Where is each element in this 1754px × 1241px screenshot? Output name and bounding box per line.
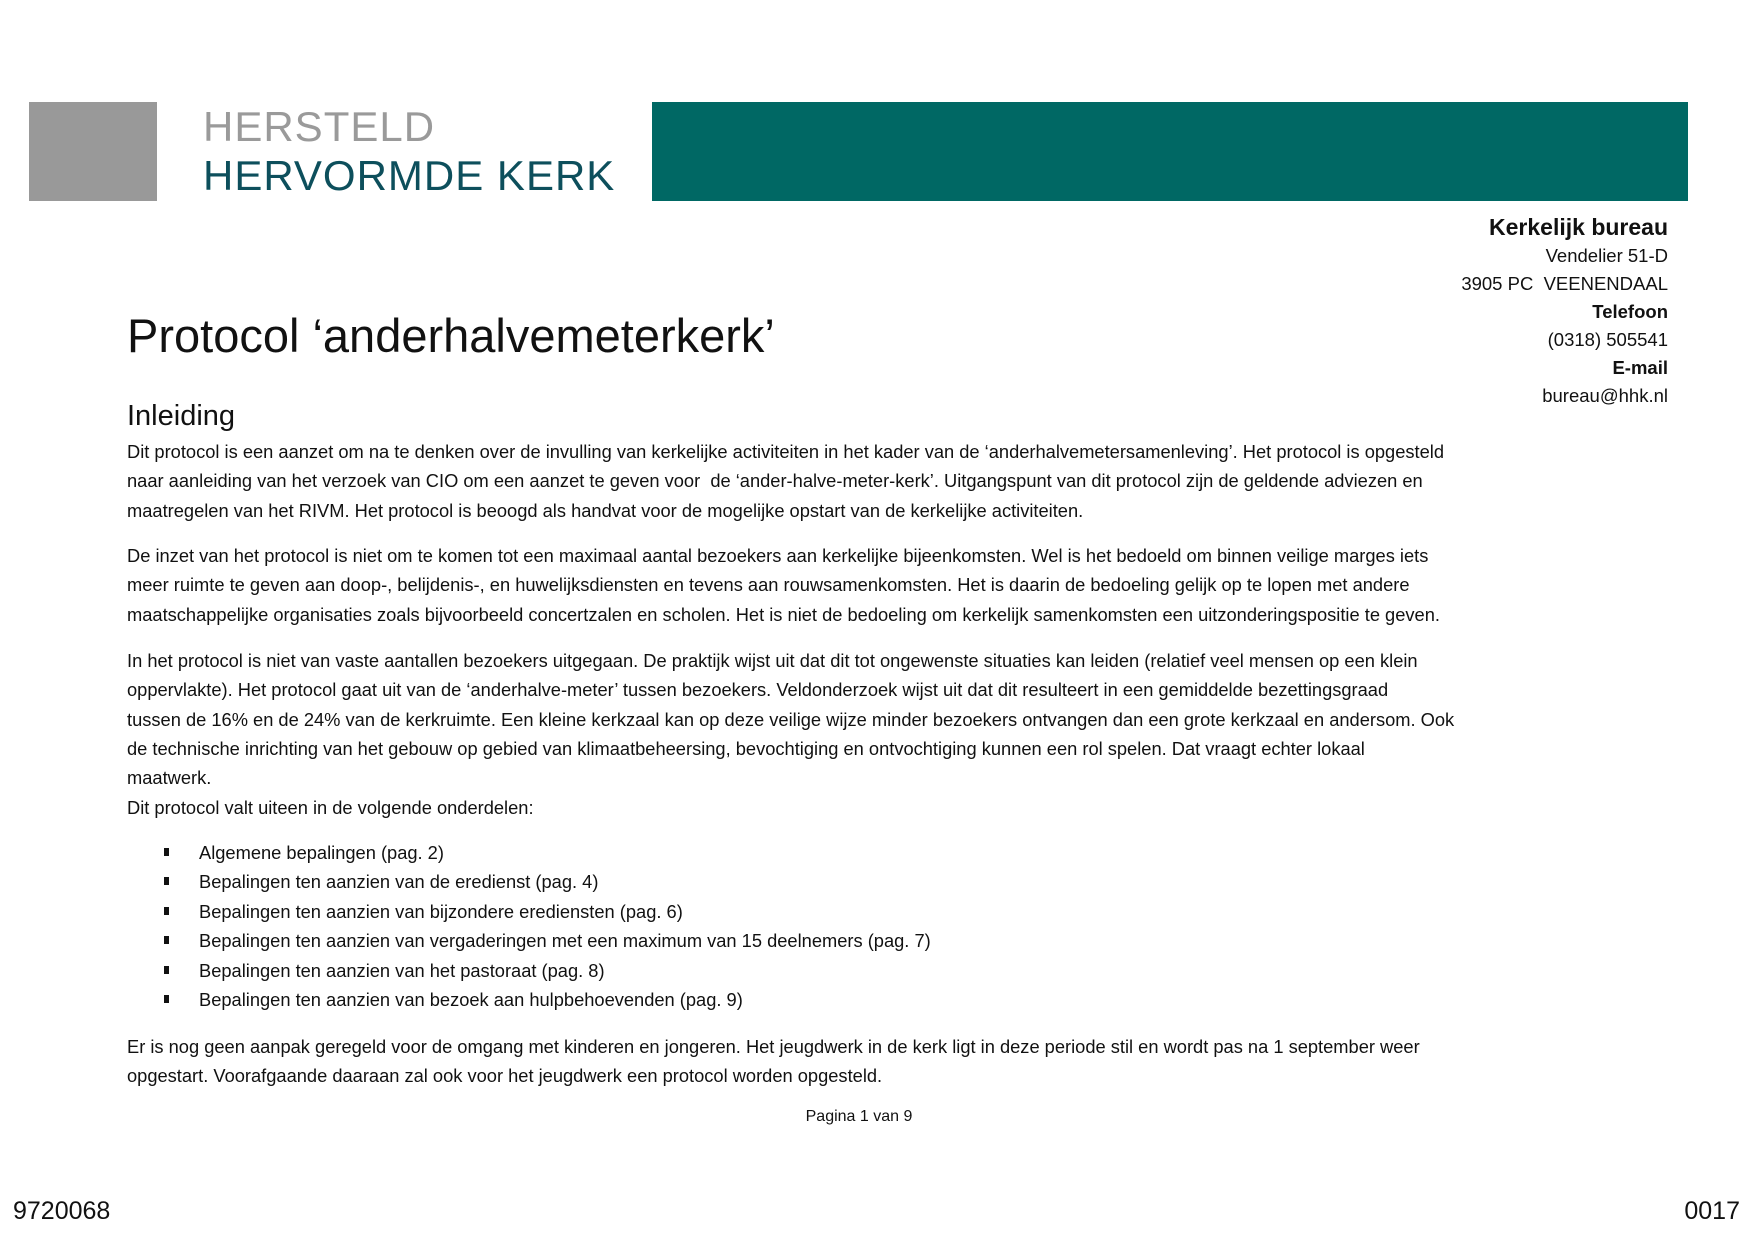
paragraph-distance: [127, 646, 1637, 792]
text-line: maatwerk.: [127, 767, 212, 789]
bullet-icon: [164, 877, 169, 885]
contact-email: bureau@hhk.nl: [1542, 385, 1668, 406]
text-line: Dit protocol valt uiteen in de volgende onderdelen:: [127, 797, 534, 818]
toc-item: [160, 867, 931, 896]
logo-block: [29, 102, 157, 201]
toc-item-label: Bepalingen ten aanzien van de eredienst (pag. 4): [199, 871, 599, 893]
scan-stamp-right: 0017: [1684, 1197, 1740, 1225]
paragraph-youth: [127, 1032, 1637, 1091]
bullet-icon: [164, 907, 169, 915]
text-line: oppervlakte). Het protocol gaat uit van de ‘anderhalve-meter’ tussen bezoekers. Veldonderzoek wijst uit dat dit resulteert in een gemiddelde bezettingsgraad: [127, 679, 1389, 701]
document-title: Protocol ‘anderhalvemeterkerk’: [127, 309, 775, 362]
contact-email-label: E-mail: [1612, 357, 1668, 378]
toc-item: [160, 956, 931, 985]
paragraph-purpose: [127, 541, 1637, 629]
scan-stamp-left: 9720068: [13, 1197, 111, 1225]
bullet-icon: [164, 936, 169, 944]
text-line: maatschappelijke organisaties zoals bijvoorbeeld concertzalen en scholen. Het is niet de bedoeling om kerkelijk samenkomsten een uitzonderingspositie te geven.: [127, 603, 1440, 625]
toc-item-label: Bepalingen ten aanzien van het pastoraat (pag. 8): [199, 959, 605, 981]
text-line: maatregelen van het RIVM. Het protocol is beoogd als handvat voor de mogelijke opstart van de kerkelijke activiteiten.: [127, 499, 1084, 521]
toc-item-label: Bepalingen ten aanzien van vergaderingen met een maximum van 15 deelnemers (pag. 7): [199, 930, 931, 952]
toc-list: [160, 838, 931, 1014]
text-line: tussen de 16% en de 24% van de kerkruimte. Een kleine kerkzaal kan op deze veilige wijze minder bezoekers ontvangen dan een grote kerkzaal en andersom. Ook: [127, 708, 1455, 730]
brand-name-line1: HERSTELD: [203, 103, 436, 150]
page-number: [0, 1106, 1754, 1128]
brand-name-line2: HERVORMDE KERK: [203, 152, 616, 199]
text-line: opgestart. Voorafgaande daaraan zal ook voor het jeugdwerk een protocol worden opgesteld.: [127, 1065, 883, 1087]
contact-phone: (0318) 505541: [1547, 329, 1668, 350]
text-line: meer ruimte te geven aan doop-, belijdenis-, en huwelijksdiensten en tevens aan rouwsamenkomsten. Het is daarin de bedoeling gelijk op te lopen met andere: [127, 574, 1410, 596]
toc-item-label: Algemene bepalingen (pag. 2): [199, 842, 444, 863]
contact-address-line1: Vendelier 51-D: [1545, 245, 1668, 266]
header-color-bar: [652, 102, 1688, 201]
contact-address-line2: 3905 PC VEENENDAAL: [1461, 273, 1668, 294]
contact-phone-label: Telefoon: [1592, 301, 1668, 322]
paragraph-toc-intro: [127, 793, 1637, 822]
bullet-icon: [164, 848, 169, 856]
text-line: naar aanleiding van het verzoek van CIO om een aanzet te geven voor de ‘ander-halve-meter-kerk’. Uitgangspunt van dit protocol zijn de geldende adviezen en: [127, 470, 1423, 492]
text-line: Dit protocol is een aanzet om na te denken over de invulling van kerkelijke activiteiten in het kader van de ‘anderhalvemetersamenleving’. Het protocol is opgesteld: [127, 441, 1444, 462]
bullet-icon: [164, 966, 169, 974]
text-line: Er is nog geen aanpak geregeld voor de omgang met kinderen en jongeren. Het jeugdwerk in de kerk ligt in deze periode stil en wordt pas na 1 september weer: [127, 1036, 1420, 1057]
toc-item-label: Bepalingen ten aanzien van bijzondere erediensten (pag. 6): [199, 900, 683, 922]
toc-item-label: Bepalingen ten aanzien van bezoek aan hulpbehoevenden (pag. 9): [199, 989, 743, 1011]
text-line: de technische inrichting van het gebouw op gebied van klimaatbeheersing, bevochtiging en ontvochtiging kunnen een rol spelen. Dat vraagt echter lokaal: [127, 737, 1365, 759]
toc-item: [160, 838, 931, 867]
contact-title: Kerkelijk bureau: [1489, 214, 1668, 240]
paragraph-intro: [127, 437, 1637, 525]
page-number-label: Pagina 1 van 9: [805, 1108, 913, 1125]
text-line: In het protocol is niet van vaste aantallen bezoekers uitgegaan. De praktijk wijst uit dat dit tot ongewenste situaties kan leiden (relatief veel mensen op een klein: [127, 650, 1418, 671]
text-line: De inzet van het protocol is niet om te komen tot een maximaal aantal bezoekers aan kerkelijke bijeenkomsten. Wel is het bedoeld om binnen veilige marges iets: [127, 545, 1429, 566]
bullet-icon: [164, 995, 169, 1003]
section-heading: Inleiding: [127, 400, 236, 432]
contact-block: [1461, 212, 1668, 410]
toc-item: [160, 985, 931, 1014]
toc-item: [160, 926, 931, 955]
toc-item: [160, 897, 931, 926]
